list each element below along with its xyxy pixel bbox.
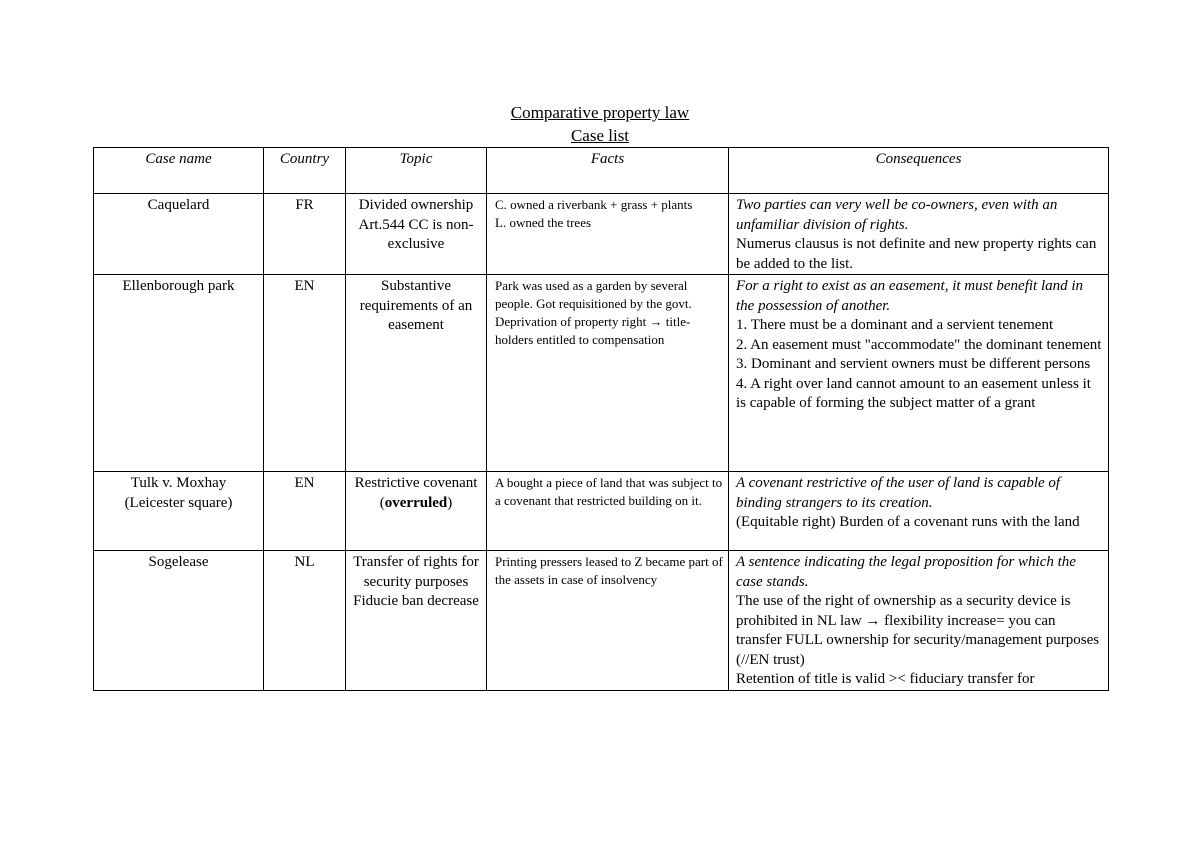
country: EN (264, 472, 346, 551)
table-row (94, 194, 1109, 275)
topic (346, 551, 487, 691)
consequence-line: Numerus clausus is not definite and new property rights can be added to the list. (736, 236, 1097, 272)
case-name: Tulk v. Moxhay (Leicester square) (94, 472, 264, 551)
case-name: Caquelard (94, 194, 264, 275)
topic-line: Substantive requirements of an easement (359, 278, 473, 333)
country: FR (264, 194, 346, 275)
topic (346, 194, 487, 275)
facts-line: Printing pressers leased to Z became part of the assets in case of insolvency (495, 554, 723, 587)
header-case-name: Case name (94, 148, 264, 194)
facts-line: Park was used as a garden by several people. Got requisitioned by the govt. Deprivation of property right → title-holders entitled to compensation (495, 278, 692, 347)
facts (487, 275, 729, 472)
consequence-line: 4. A right over land cannot amount to an easement unless it is capable of forming the subject matter of a grant (736, 375, 1091, 411)
consequences (729, 551, 1109, 691)
header-topic: Topic (346, 148, 487, 194)
facts-line: A bought a piece of land that was subject to a covenant that restricted building on it. (495, 475, 723, 508)
table-header-row (94, 148, 1109, 194)
consequence-line: The use of the right of ownership as a security device is prohibited in NL law → flexibility increase= you can transfer FULL ownership for security/management purposes (//EN trust) (736, 593, 1100, 668)
country: NL (264, 551, 346, 691)
topic-line: Restrictive covenant (354, 475, 478, 491)
consequence-line: Retention of title is valid >< fiduciary transfer for (736, 671, 1035, 687)
table-row (94, 472, 1109, 551)
facts (487, 472, 729, 551)
consequence-line: 1. There must be a dominant and a servient tenement (736, 317, 1054, 333)
topic-overruled: overruled (384, 494, 448, 511)
header-facts: Facts (487, 148, 729, 194)
consequence-line: (Equitable right) Burden of a covenant runs with the land (736, 514, 1080, 530)
legal-proposition: A sentence indicating the legal proposition for which the case stands. (736, 554, 1076, 590)
table-row (94, 275, 1109, 472)
consequence-line: 2. An easement must "accommodate" the dominant tenement (736, 336, 1102, 353)
topic-line: Transfer of rights for security purposes (353, 554, 479, 590)
facts-line: L. owned the trees (495, 215, 592, 230)
consequence-line: 3. Dominant and servient owners must be different persons (736, 356, 1091, 372)
facts-line: C. owned a riverbank + grass + plants (495, 197, 693, 212)
topic (346, 275, 487, 472)
consequences (729, 275, 1109, 472)
table-row (94, 551, 1109, 691)
topic-line: Fiducie ban decrease (353, 593, 479, 609)
topic-line: Divided ownership (358, 197, 474, 213)
consequences (729, 194, 1109, 275)
topic-line: Art.544 CC is non-exclusive (358, 216, 474, 252)
legal-proposition: For a right to exist as an easement, it must benefit land in the possession of another. (736, 278, 1084, 314)
case-name: Ellenborough park (94, 275, 264, 472)
legal-proposition: Two parties can very well be co-owners, even with an unfamiliar division of rights. (736, 197, 1058, 233)
facts (487, 551, 729, 691)
document-title: Comparative property law (510, 103, 690, 122)
topic: Restrictive covenant (overruled) (346, 472, 487, 551)
document-subtitle: Case list (570, 126, 630, 145)
case-name: Sogelease (94, 551, 264, 691)
case-table (93, 147, 1109, 691)
facts (487, 194, 729, 275)
legal-proposition: A covenant restrictive of the user of land is capable of binding strangers to its creation. (736, 475, 1061, 511)
consequences (729, 472, 1109, 551)
header-country: Country (264, 148, 346, 194)
country: EN (264, 275, 346, 472)
header-consequences: Consequences (729, 148, 1109, 194)
